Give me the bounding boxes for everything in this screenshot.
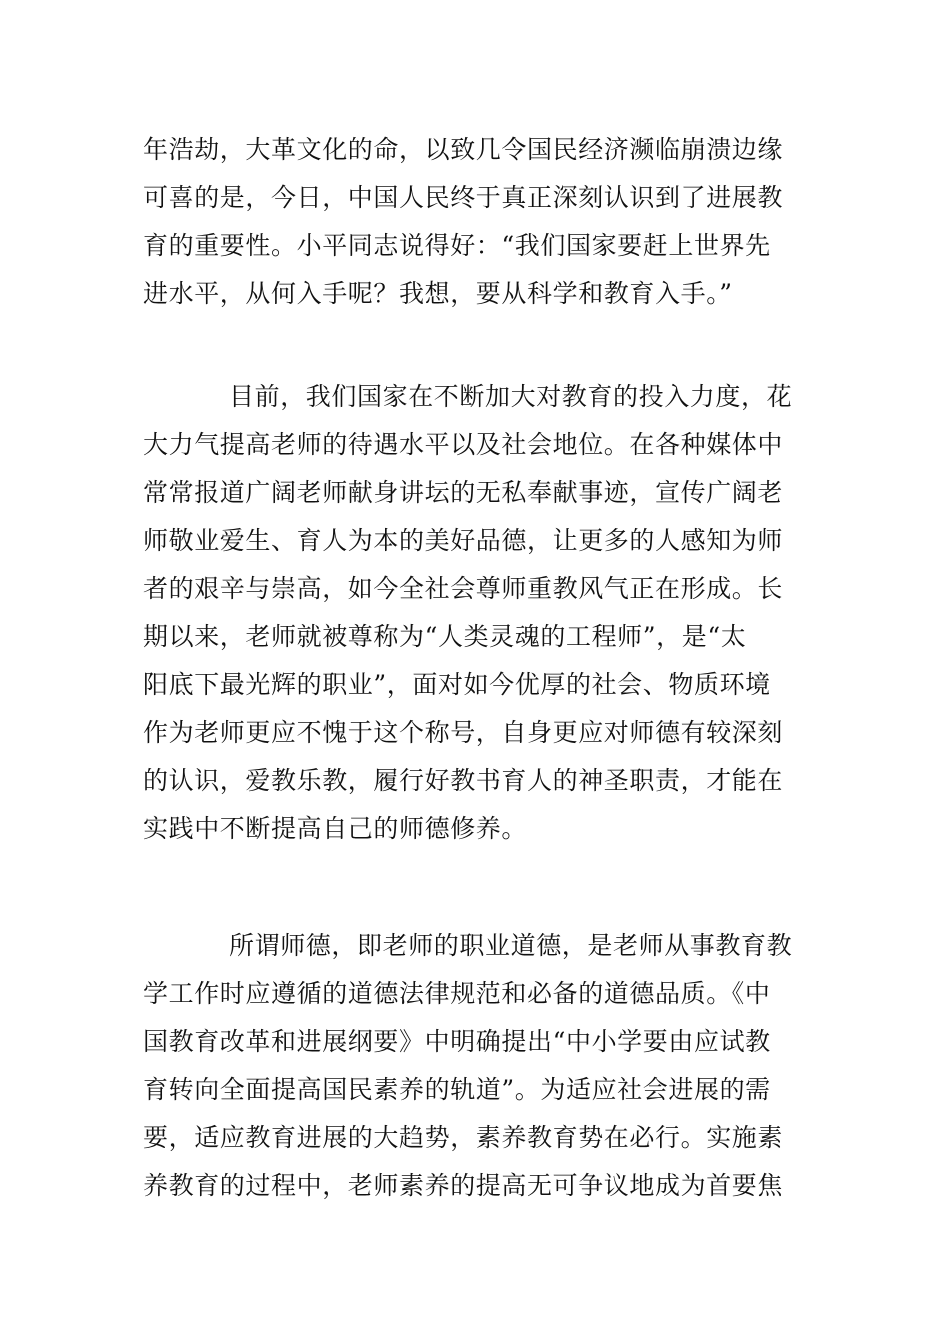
text-line: 育转向全面提高国民素养的轨道”。为适应社会进展的需 — [143, 1075, 771, 1104]
text-line: 要，适应教育进展的大趋势，素养教育势在必行。实施素 — [143, 1123, 784, 1152]
text-line: 目前，我们国家在不断加大对教育的投入力度，花 — [229, 382, 793, 411]
paragraph-2 — [143, 373, 807, 853]
text-line: 可喜的是，今日，中国人民终于真正深刻认识到了进展教 — [143, 183, 784, 212]
text-line: 育的重要性。小平同志说得好：“我们国家要赶上世界先 — [143, 231, 771, 260]
text-line: 期以来，老师就被尊称为“人类灵魂的工程师”，是“太 — [143, 622, 747, 651]
text-line: 阳底下最光辉的职业”，面对如今优厚的社会、物质环境 — [143, 670, 771, 699]
text-line: 所谓师德，即老师的职业道德，是老师从事教育教 — [229, 931, 793, 960]
text-line: 国教育改革和进展纲要》中明确提出“中小学要由应试教 — [143, 1027, 771, 1056]
text-line: 作为老师更应不愧于这个称号，自身更应对师德有较深刻 — [143, 718, 784, 747]
text-line: 进水平，从何入手呢？我想，要从科学和教育入手。” — [143, 279, 733, 308]
paragraph-1 — [143, 126, 807, 318]
text-line: 养教育的过程中，老师素养的提高无可争议地成为首要焦 — [143, 1171, 784, 1200]
text-line: 常常报道广阔老师献身讲坛的无私奉献事迹，宣传广阔老 — [143, 478, 784, 507]
text-line: 大力气提高老师的待遇水平以及社会地位。在各种媒体中 — [143, 430, 784, 459]
text-line: 学工作时应遵循的道德法律规范和必备的道德品质。《中 — [143, 979, 771, 1008]
text-line: 者的艰辛与崇高，如今全社会尊师重教风气正在形成。长 — [143, 574, 784, 603]
text-line: 年浩劫，大革文化的命，以致几令国民经济濒临崩溃边缘 — [143, 135, 784, 164]
text-line: 实践中不断提高自己的师德修养。 — [143, 814, 528, 843]
paragraph-3 — [143, 922, 807, 1210]
text-line: 的认识，爱教乐教，履行好教书育人的神圣职责，才能在 — [143, 766, 784, 795]
text-line: 师敬业爱生、育人为本的美好品德，让更多的人感知为师 — [143, 526, 784, 555]
